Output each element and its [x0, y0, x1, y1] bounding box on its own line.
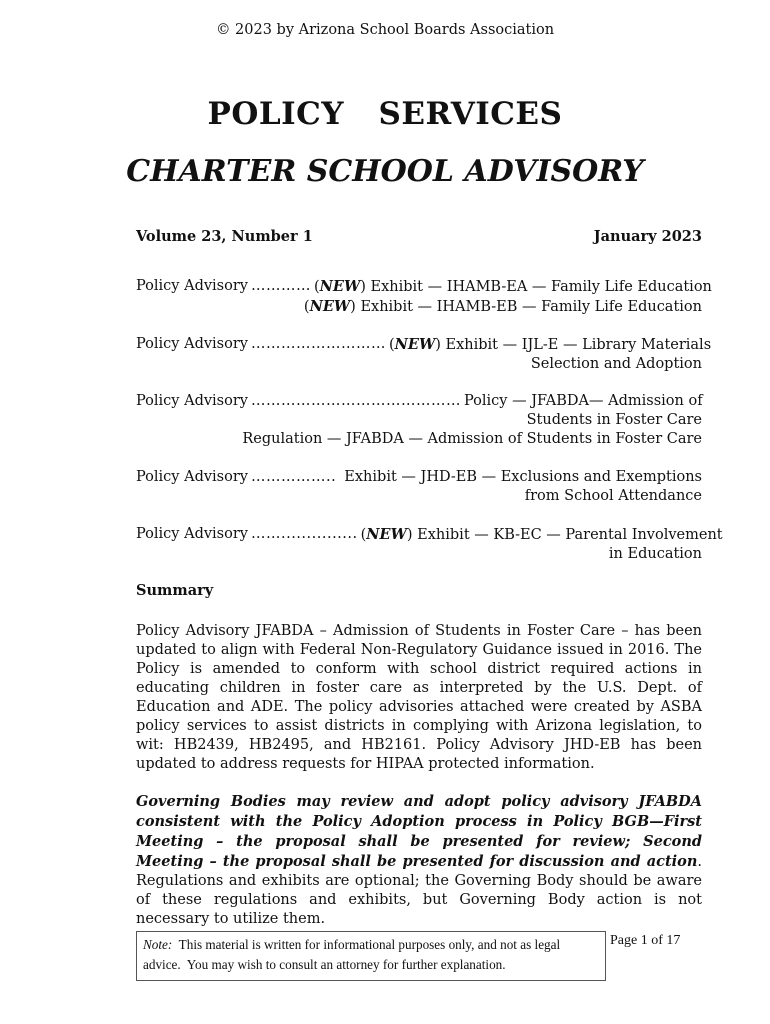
page-number: Page 1 of 17 — [610, 933, 681, 948]
note-text: This material is written for informational purposes only, and not as legal advice. You may wish to consult an attorney for further explanation. — [143, 937, 564, 972]
advisory-item — [136, 468, 702, 506]
note-box — [136, 931, 606, 981]
governing-emphasis: Governing Bodies may review and adopt policy advisory JFABDA consistent with the Policy Adoption process in Policy BGB—First Meeting – the proposal shall be presented for review; Second Meeting – the proposal shall be presented for discussion and action — [136, 793, 702, 870]
volume-row — [136, 228, 702, 245]
new-tag: NEW — [394, 336, 436, 353]
advisory-item — [136, 392, 702, 449]
issue-date: January 2023 — [593, 228, 702, 245]
advisory-title-cont: in Education — [608, 546, 702, 562]
advisory-title: Exhibit — JHD-EB — Exclusions and Exemptions — [344, 469, 702, 485]
advisory-title: ) Exhibit — IHAMB-EB — Family Life Education — [350, 299, 702, 315]
advisory-title-cont: Students in Foster Care — [526, 412, 702, 428]
advisory-item: Policy Advisory ………… (NEW) Exhibit — IHAMB-EA — Family Life Education (NEW) Exhibit — IHAMB-EB — Family Life Education — [136, 278, 712, 315]
note-label: Note: — [143, 937, 173, 952]
advisory-title: ) Exhibit — IJL-E — Library Materials — [435, 337, 712, 353]
advisory-label: Policy Advisory — [136, 278, 248, 294]
page-subtitle: CHARTER SCHOOL ADVISORY — [126, 154, 644, 189]
advisory-item: Policy Advisory ……............... (NEW) Exhibit — KB-EC — Parental Involvement in Education — [136, 526, 723, 562]
leader-dots: ……………………… — [250, 336, 386, 352]
governing-rest: . Regulations and exhibits are optional; the Governing Body should be aware of these regulations and exhibits, but Governing Body action is not necessary to utilize them. — [136, 854, 702, 927]
advisory-label: Policy Advisory — [136, 393, 248, 409]
volume-number: Volume 23, Number 1 — [136, 228, 313, 245]
summary-heading: Summary — [136, 582, 214, 599]
page-title: POLICY SERVICES — [207, 96, 563, 132]
advisory-label: Policy Advisory — [136, 469, 248, 485]
leader-dots: …………………………………… — [250, 393, 461, 409]
new-tag: NEW — [319, 278, 361, 295]
leader-dots: ……............... — [250, 526, 358, 542]
advisory-title: Policy — JFABDA— Admission of — [463, 393, 703, 409]
leader-dots: …………….. — [250, 469, 337, 485]
advisory-title-cont: Selection and Adoption — [530, 356, 702, 372]
leader-dots: ………… — [250, 278, 311, 294]
advisory-title: ) Exhibit — IHAMB-EA — Family Life Education — [360, 279, 712, 295]
advisory-regulation: Regulation — JFABDA — Admission of Students in Foster Care — [242, 431, 702, 447]
advisory-title-cont: from School Attendance — [524, 488, 702, 504]
governing-paragraph — [136, 792, 702, 929]
advisory-label: Policy Advisory — [136, 336, 248, 352]
advisory-item: Policy Advisory ……………………… (NEW) Exhibit — IJL-E — Library Materials Selection and Adoption — [136, 336, 712, 372]
advisory-title: ) Exhibit — KB-EC — Parental Involvement — [406, 527, 723, 543]
summary-paragraph: Policy Advisory JFABDA – Admission of Students in Foster Care – has been updated to align with Federal Non-Regulatory Guidance issued in 2016. The Policy is amended to conform with school district required actions in educating children in foster care as interpreted by the U.S. Dept. of Education and ADE. The policy advisories attached were created by ASBA policy services to assist districts in complying with Arizona legislation, to wit: HB2439, HB2495, and HB2161. Policy Advisory JHD-EB has been updated to address requests for HIPAA protected information. — [136, 623, 702, 772]
copyright-notice: © 2023 by Arizona School Boards Association — [215, 22, 555, 38]
advisory-label: Policy Advisory — [136, 526, 248, 542]
new-tag: NEW — [366, 526, 407, 543]
new-tag: NEW — [309, 298, 351, 315]
